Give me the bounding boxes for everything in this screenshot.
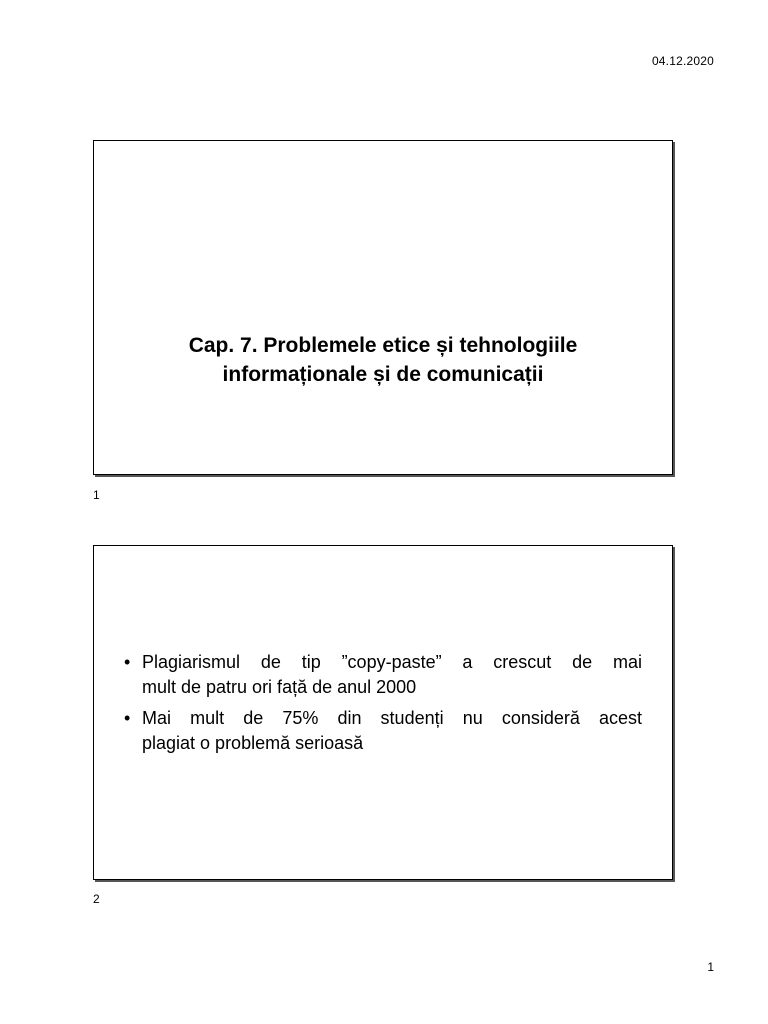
slide-2-number: 2 <box>93 892 100 906</box>
document-date: 04.12.2020 <box>651 54 714 68</box>
bullet-dot-icon: • <box>124 708 131 728</box>
bullet-1-line-1: Plagiarismul de tip ”copy-paste” a crescut de mai <box>142 652 642 672</box>
slide-1-title <box>114 331 652 389</box>
slide-1-title-line-2: informaționale și de comunicații <box>222 363 544 386</box>
bullet-item <box>124 706 642 756</box>
bullet-item <box>124 650 642 700</box>
bullet-2-line-1: Mai mult de 75% din studenți nu consideră acest <box>142 708 642 728</box>
slide-1-title-line-1: Cap. 7. Problemele etice și tehnologiile <box>188 334 578 357</box>
slide-1-number: 1 <box>93 488 100 502</box>
bullet-1-line-2: mult de patru ori față de anul 2000 <box>142 677 417 697</box>
slide-2-bullet-list <box>124 650 642 762</box>
page-number: 1 <box>707 960 714 974</box>
slide-2-frame <box>93 545 673 880</box>
slide-1-frame <box>93 140 673 475</box>
bullet-dot-icon: • <box>124 652 131 672</box>
bullet-2-line-2: plagiat o problemă serioasă <box>142 733 364 753</box>
